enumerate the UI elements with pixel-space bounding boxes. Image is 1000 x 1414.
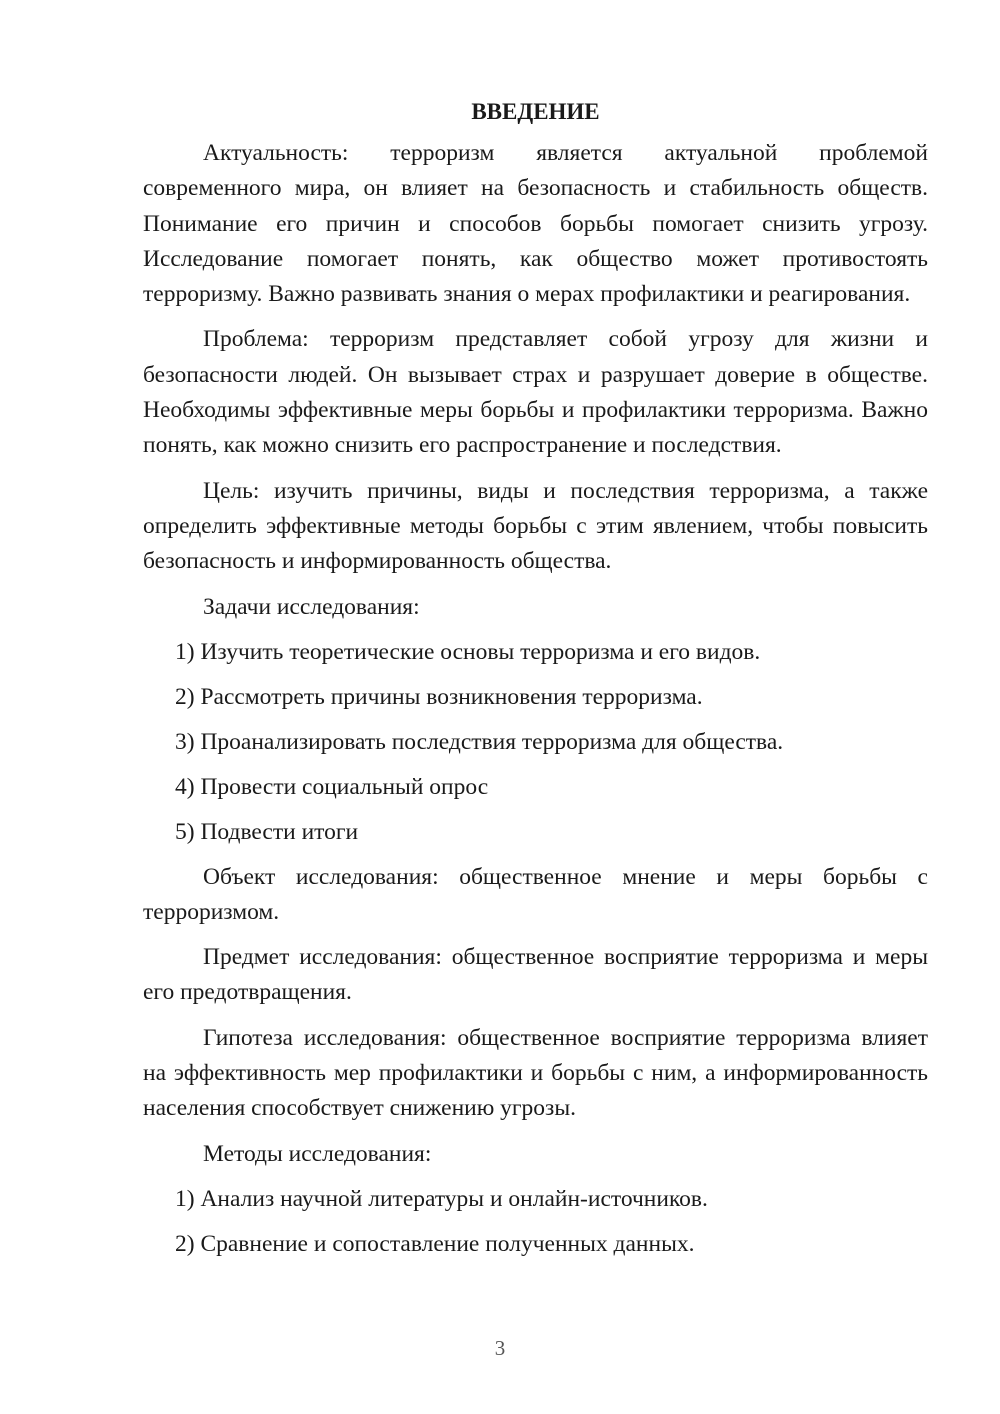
list-item: 2) Рассмотреть причины возникновения терроризма.	[175, 683, 703, 710]
page-number: 3	[494, 1336, 506, 1360]
paragraph-goal: Цель: изучить причины, виды и последствия терроризма, а также определить эффективные методы борьбы с этим явлением, чтобы повысить безопасность и информированность общества.	[143, 477, 928, 575]
tasks-list	[143, 635, 928, 850]
tasks-heading: Задачи исследования:	[203, 593, 420, 620]
paragraph-subject: Предмет исследования: общественное восприятие терроризма и меры его предотвращения.	[143, 944, 928, 1006]
list-item: 5) Подвести итоги	[175, 818, 359, 845]
list-item: 2) Сравнение и сопоставление полученных данных.	[175, 1230, 695, 1257]
section-title: ВВЕДЕНИЕ	[471, 99, 600, 124]
methods-list	[143, 1182, 928, 1262]
list-item: 1) Анализ научной литературы и онлайн-источников.	[175, 1185, 708, 1212]
page-content	[143, 96, 928, 1272]
paragraph-object: Объект исследования: общественное мнение и меры борьбы с терроризмом.	[143, 863, 928, 925]
methods-heading: Методы исследования:	[203, 1140, 432, 1167]
paragraph-hypothesis: Гипотеза исследования: общественное восприятие терроризма влияет на эффективность мер профилактики и борьбы с ним, а информированность населения способствует снижению угрозы.	[143, 1024, 928, 1122]
list-item: 1) Изучить теоретические основы терроризма и его видов.	[175, 638, 761, 665]
paragraph-problem: Проблема: терроризм представляет собой угрозу для жизни и безопасности людей. Он вызывает страх и разрушает доверие в обществе. Необходимы эффективные меры борьбы и профилактики терроризма. Важно понять, как можно снизить его распространение и последствия.	[143, 326, 928, 459]
paragraph-relevance: Актуальность: терроризм является актуальной проблемой современного мира, он влияет на безопасность и стабильность обществ. Понимание его причин и способов борьбы помогает снизить угрозу. Исследование помогает понять, как общество может противостоять терроризму. Важно развивать знания о мерах профилактики и реагирования.	[143, 140, 928, 308]
list-item: 4) Провести социальный опрос	[175, 773, 489, 800]
list-item: 3) Проанализировать последствия терроризма для общества.	[175, 728, 784, 755]
